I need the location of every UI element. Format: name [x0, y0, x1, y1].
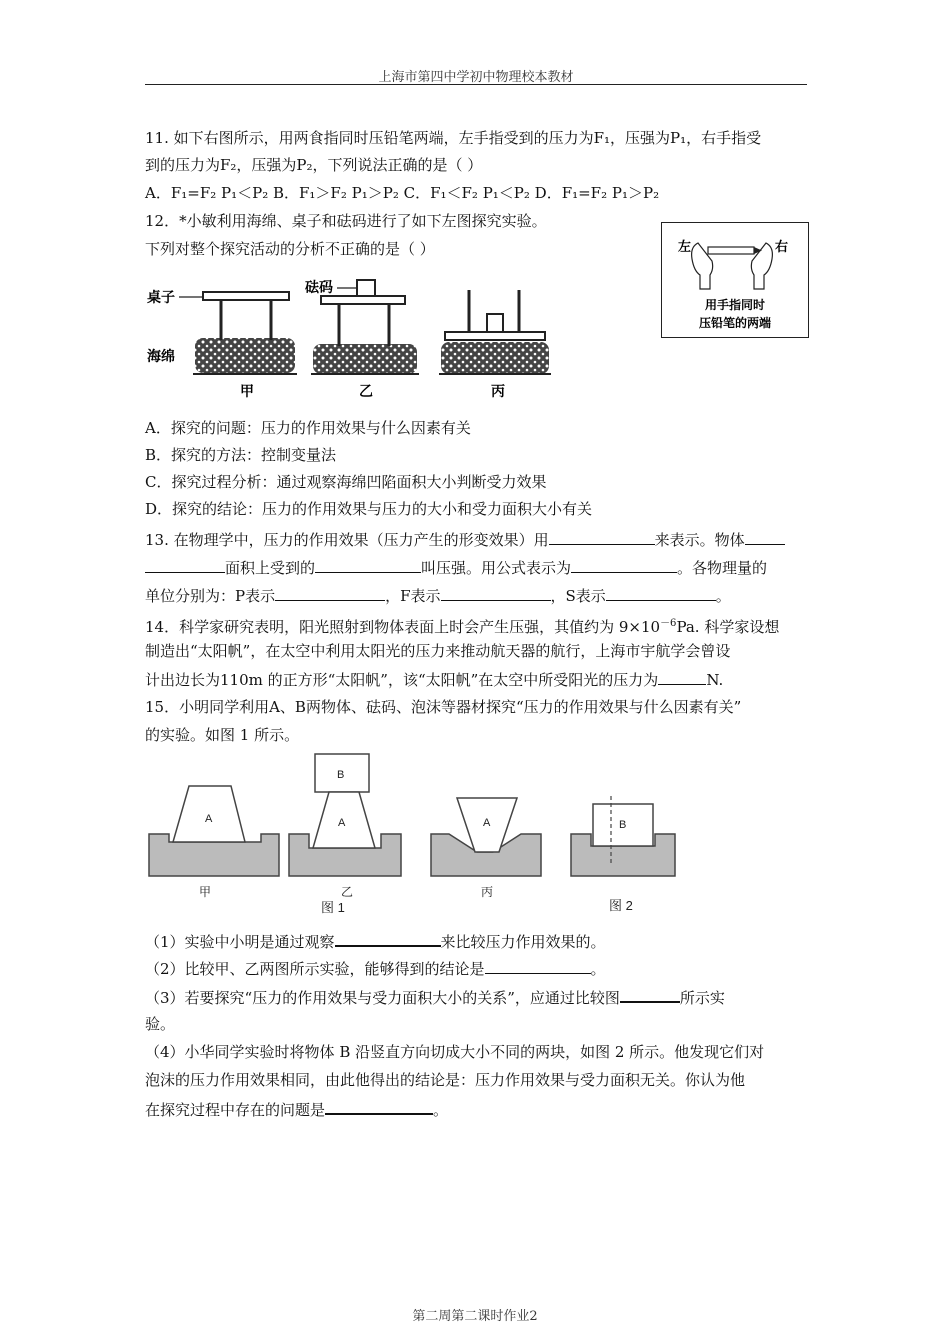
q13-line2	[145, 557, 767, 578]
label-block-b: B	[337, 769, 345, 781]
q14-exponent: －6	[660, 618, 677, 629]
label-weight: 砝码	[305, 280, 333, 296]
q14-text: Pa. 科学家设想	[676, 618, 780, 636]
label-yi2: 乙	[341, 885, 354, 899]
foam-experiment-illustration	[145, 752, 685, 920]
q15-part4-line1: （4）小华同学实验时将物体 B 沿竖直方向切成大小不同的两块，如图 2 所示。他发现它们对	[145, 1043, 765, 1061]
page-footer: 第二周第二课时作业2	[412, 1309, 538, 1324]
answer-blank[interactable]	[275, 585, 385, 601]
q15-text: （1）实验中小明是通过观察	[145, 933, 335, 951]
pencil-caption-2: 压铅笔的两端	[698, 316, 772, 330]
q13-text: ，S表示	[550, 587, 606, 605]
table-top-b	[321, 296, 405, 304]
sponge-a	[195, 338, 295, 373]
q14-line2: 制造出“太阳帆”，在太空中利用太阳光的压力来推动航天器的航行，上海市宇航学会曾设	[145, 642, 731, 660]
q15-part3	[145, 986, 725, 1008]
pencil-caption-1: 用手指同时	[704, 298, 766, 312]
answer-blank[interactable]	[549, 529, 655, 545]
q14-text: 计出边长为110m 的正方形“太阳帆”，该“太阳帆”在太空中所受阳光的压力为	[145, 671, 659, 689]
label-bing: 丙	[491, 384, 505, 400]
label-jia: 甲	[240, 384, 254, 400]
label-block-a3: A	[483, 817, 491, 829]
label-block-a2: A	[338, 817, 346, 829]
answer-blank[interactable]	[606, 585, 716, 601]
label-block-a: A	[205, 813, 213, 825]
q12-line2: 下列对整个探究活动的分析不正确的是（ ）	[145, 240, 435, 258]
q15-text: 。	[590, 960, 606, 978]
q15-text: （3）若要探究“压力的作用效果与受力面积大小的关系”，应通过比较图	[145, 989, 620, 1007]
q13-text: 面积上受到的	[225, 559, 316, 577]
label-table: 桌子	[147, 290, 175, 306]
q13-line3	[145, 585, 731, 606]
q13-text: 单位分别为：P表示	[145, 587, 276, 605]
pencil-right-label: 右	[775, 239, 789, 254]
answer-blank[interactable]	[441, 585, 551, 601]
q15-part4-line3	[145, 1098, 448, 1120]
label-bing2: 丙	[481, 885, 494, 899]
q14-text: 14．科学家研究表明，阳光照射到物体表面上时会产生压强，其值约为 9×10	[145, 618, 661, 636]
answer-blank[interactable]	[335, 930, 441, 947]
answer-blank[interactable]	[485, 958, 591, 974]
q11-line1: 11. 如下右图所示，用两食指同时压铅笔两端，左手指受到的压力为F₁，压强为P₁，右手指受	[145, 129, 762, 147]
q15-part1	[145, 930, 606, 952]
sponge-c	[441, 342, 549, 374]
q12-option-a: A．探究的问题：压力的作用效果与什么因素有关	[145, 419, 471, 437]
q13-text: 。各物理量的	[677, 559, 768, 577]
answer-blank[interactable]	[315, 557, 421, 573]
answer-blank[interactable]	[571, 557, 677, 573]
answer-blank[interactable]	[325, 1098, 433, 1115]
sponge-experiment-illustration	[145, 268, 555, 408]
pencil-left-label: 左	[678, 239, 692, 254]
pencil-icon	[708, 247, 754, 254]
q12-line1: 12．*小敏利用海绵、桌子和砝码进行了如下左图探究实验。	[145, 212, 547, 230]
q13-text: 13. 在物理学中，压力的作用效果（压力产生的形变效果）用	[145, 531, 549, 549]
q14-text: N.	[706, 671, 724, 689]
label-sponge: 海绵	[147, 349, 175, 365]
q13-line1	[145, 529, 785, 550]
q13-text: 。	[715, 587, 731, 605]
q14-line3	[145, 669, 723, 690]
q12-option-b: B．探究的方法：控制变量法	[145, 446, 337, 464]
answer-blank[interactable]	[145, 557, 225, 573]
q15-line2: 的实验。如图 1 所示。	[145, 726, 300, 744]
label-jia2: 甲	[199, 885, 212, 899]
q12-option-d: D．探究的结论：压力的作用效果与压力的大小和受力面积大小有关	[145, 500, 593, 518]
sponge-table-figure	[145, 268, 555, 408]
sponge-b	[313, 344, 417, 374]
foam-blocks-figure	[145, 752, 685, 920]
table-top-a	[203, 292, 289, 300]
q15-text: 。	[433, 1101, 449, 1119]
q15-text: （2）比较甲、乙两图所示实验，能够得到的结论是	[145, 960, 485, 978]
label-block-b2: B	[619, 819, 627, 831]
q15-text: 所示实	[679, 989, 725, 1007]
page-header: 上海市第四中学初中物理校本教材	[378, 70, 574, 85]
q14-line1	[145, 614, 779, 637]
label-fig1: 图 1	[321, 900, 345, 915]
q12-option-c: C．探究过程分析：通过观察海绵凹陷面积大小判断受力效果	[145, 473, 547, 491]
q11-options: A．F₁=F₂ P₁＜P₂ B．F₁＞F₂ P₁＞P₂ C．F₁＜F₂ P₁＜P₂ D．F₁=F₂ P₁＞P₂	[145, 184, 660, 202]
weight-c	[487, 314, 503, 332]
label-yi: 乙	[359, 384, 373, 400]
answer-blank[interactable]	[658, 669, 706, 685]
q15-part4-line2: 泡沫的压力作用效果相同，由此他得出的结论是：压力作用效果与受力面积无关。你认为他	[145, 1071, 746, 1089]
q13-text: ，F表示	[385, 587, 441, 605]
q15-part3-cont: 验。	[145, 1015, 176, 1033]
answer-blank[interactable]	[620, 986, 680, 1003]
weight-b	[357, 280, 375, 296]
pencil-hands-illustration	[662, 223, 808, 337]
pencil-figure	[661, 222, 809, 338]
header-rule	[145, 84, 807, 85]
table-top-c	[445, 332, 545, 340]
answer-blank[interactable]	[745, 529, 785, 545]
q15-text: 来比较压力作用效果的。	[440, 933, 606, 951]
q11-line2: 到的压力为F₂，压强为P₂，下列说法正确的是（ ）	[145, 156, 483, 174]
q13-text: 来表示。物体	[654, 531, 745, 549]
q15-line1: 15．小明同学利用A、B两物体、砝码、泡沫等器材探究“压力的作用效果与什么因素有关”	[145, 698, 742, 716]
q13-text: 叫压强。用公式表示为	[421, 559, 572, 577]
q15-part2	[145, 958, 606, 979]
label-fig2: 图 2	[609, 898, 633, 913]
q15-text: 在探究过程中存在的问题是	[145, 1101, 326, 1119]
